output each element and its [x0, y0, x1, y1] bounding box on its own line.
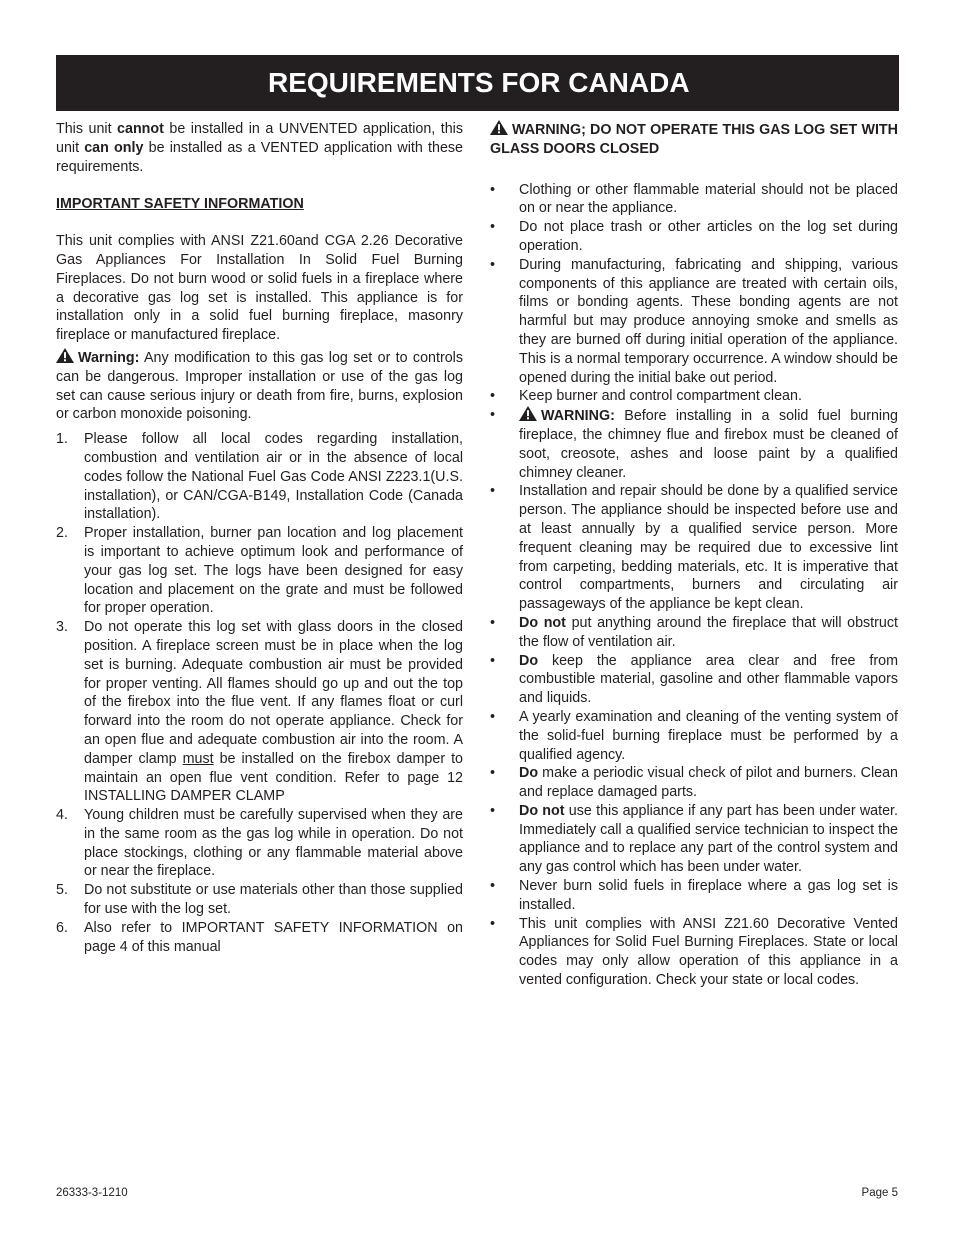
bullet-item: [490, 764, 898, 802]
bullet-text: During manufacturing, fabricating and shipping, various components of this appliance are treated with certain oils, films or bonding agents. These bonding agents are not harmful but may produce annoying smoke and smells as they are burned off during initial operation of the appliance. This is a normal temporary occurrence. A window should be opened during the initial bake out period.: [519, 256, 898, 386]
bullet-text: Never burn solid fuels in fireplace where a gas log set is installed.: [519, 878, 898, 913]
numbered-item: [56, 524, 463, 618]
bullet-item: [490, 406, 898, 482]
bullet-mark: •: [490, 802, 496, 819]
item-text: Also refer to IMPORTANT SAFETY INFORMATION on page 4 of this manual: [84, 919, 463, 955]
underlined-must: must: [182, 750, 214, 767]
bullet-mark: •: [490, 708, 496, 725]
item-text-continued: be installed on the firebox damper to maintain an open flue vent condition. Refer to page 12 INSTALLING DAMPER CLAMP: [84, 750, 464, 805]
intro-bold-can-only: can only: [84, 139, 144, 156]
bullet-item: [490, 218, 898, 256]
bullet-mark: •: [490, 407, 496, 424]
compliance-paragraph: This unit complies with ANSI Z21.60and CGA 2.26 Decorative Gas Appliances For Installation In Solid Fuel Burning Fireplaces. Do not burn wood or solid fuels in a fireplace where a decorative gas log set is installed. This appliance is for installation only in a solid fuel burning fireplace, masonry fireplace or manufactured fireplace.: [56, 233, 463, 344]
bullet-mark: •: [490, 878, 496, 895]
right-column: [490, 120, 898, 990]
page-title-banner: [56, 55, 899, 111]
bullet-mark: •: [490, 614, 496, 631]
bullet-mark: •: [490, 256, 496, 273]
bullet-bold: Do not: [519, 614, 566, 631]
numbered-item: [56, 618, 463, 806]
warning-text: Any modification to this gas log set or to controls can be dangerous. Improper installation or use of the gas log set can cause serious injury or death from fire, burns, explosion or carbon monoxide poisoning.: [56, 349, 463, 423]
bullet-mark: •: [490, 181, 496, 198]
intro-bold-cannot: cannot: [117, 121, 164, 137]
bullet-mark: •: [490, 915, 496, 932]
glass-warning-text: WARNING; DO NOT OPERATE THIS GAS LOG SET WITH GLASS DOORS CLOSED: [490, 122, 898, 157]
bullet-item: [490, 387, 898, 406]
bullet-mark: •: [490, 388, 496, 405]
numbered-item: [56, 430, 463, 524]
item-text: Please follow all local codes regarding installation, combustion and ventilation air or in the absence of local codes follow the National Fuel Gas Code ANSI Z223.1(U.S. installation), or CAN/CGA-B149, Installation Code (Canada installation).: [84, 431, 463, 523]
bullet-text: use this appliance if any part has been under water. Immediately call a qualified service technician to inspect the appliance and to replace any part of the control system and any gas control which has been under water.: [519, 802, 898, 876]
intro-text-3: be installed as a VENTED application with these requirements.: [56, 139, 463, 175]
bullet-mark: •: [490, 219, 496, 236]
bullet-item: [490, 802, 898, 877]
bullet-bold: Do: [519, 652, 539, 669]
item-number: 5.: [56, 882, 68, 899]
item-number: 4.: [56, 807, 68, 824]
left-column: [56, 120, 463, 956]
item-text: Do not operate this log set with glass doors in the closed position. A fireplace screen must be in place when the log set is burning. Adequate combustion air must be provided for proper venting. All flames should go up and out the top of the firebox into the flue vent. If any flames float or curl forward into the room do not operate appliance. Check for an open flue and adequate combustion air into the room. A damper clamp: [84, 619, 463, 767]
numbered-item: [56, 806, 463, 881]
bullet-bold: WARNING:: [541, 408, 615, 425]
item-number: 6.: [56, 919, 68, 936]
bullet-item: [490, 652, 898, 708]
modification-warning: [56, 348, 463, 424]
numbered-item: [56, 881, 463, 919]
bullet-item: [490, 915, 898, 990]
bullet-item: [490, 181, 898, 219]
bullet-bold: Do not: [519, 802, 565, 819]
page-title: REQUIREMENTS FOR CANADA: [268, 67, 690, 98]
bullet-text: This unit complies with ANSI Z21.60 Decorative Vented Appliances for Solid Fuel Burning Fireplaces. State or local codes may only allow operation of this appliance in a vented configuration. Check your state or local codes.: [519, 915, 898, 989]
bullet-item: [490, 708, 898, 764]
intro-text-2: be installed in a UNVENTED application, this unit: [56, 121, 463, 156]
bullet-mark: •: [490, 765, 496, 782]
bullet-item: [490, 482, 898, 614]
warning-label: Warning:: [78, 349, 140, 366]
bullet-text: put anything around the fireplace that will obstruct the flow of ventilation air.: [519, 614, 898, 650]
item-number: 3.: [56, 619, 68, 636]
bullet-text: Clothing or other flammable material should not be placed on or near the appliance.: [519, 181, 898, 217]
bullet-text: make a periodic visual check of pilot and burners. Clean and replace damaged parts.: [519, 765, 898, 801]
warning-triangle-icon: [56, 348, 74, 363]
intro-text-1: This unit: [56, 121, 118, 137]
bullet-text: Installation and repair should be done by a qualified service person. The appliance should be inspected before use and at least annually by a qualified service person. More frequent cleaning may be required due to excessive lint from carpeting, bedding materials, etc. It is imperative that control compartments, burners and circulating air passageways of the appliance be kept clean.: [519, 483, 898, 613]
item-number: 1.: [56, 431, 68, 448]
bullet-bold: Do: [519, 765, 539, 782]
bullet-text: keep the appliance area clear and free from combustible material, gasoline and other flammable vapors and liquids.: [519, 652, 898, 707]
item-text: Young children must be carefully supervised when they are in the same room as the gas log while in operation. Do not place stockings, clothing or any flammable material above or near the fireplace.: [84, 807, 463, 880]
footer-doc-number: 26333-3-1210: [56, 1187, 128, 1199]
bullet-mark: •: [490, 652, 496, 669]
bullet-item: [490, 877, 898, 915]
item-number: 2.: [56, 525, 68, 542]
bullet-text: Do not place trash or other articles on the log set during operation.: [519, 219, 898, 254]
bullet-text: Before installing in a solid fuel burning fireplace, the chimney flue and firebox must be cleaned of soot, creosote, ashes and loose paint by a qualified chimney cleaner.: [519, 408, 898, 481]
item-text: Proper installation, burner pan location and log placement is important to achieve optimum look and performance of your gas log set. The logs have been designed for easy location and placement on the grate and must be followed for proper operation.: [84, 525, 463, 617]
warning-triangle-icon: [490, 120, 508, 135]
item-text: Do not substitute or use materials other than those supplied for use with the log set.: [84, 882, 463, 918]
intro-paragraph: [56, 120, 463, 176]
bullet-text: A yearly examination and cleaning of the venting system of the solid-fuel burning fireplace must be performed by a qualified agency.: [519, 708, 898, 763]
warning-triangle-icon: [519, 406, 537, 421]
numbered-item: [56, 919, 463, 957]
bullet-item: [490, 614, 898, 652]
glass-doors-warning: [490, 120, 898, 159]
bullet-item: [490, 256, 898, 388]
bullet-text: Keep burner and control compartment clean.: [519, 388, 802, 405]
footer-page-number: Page 5: [861, 1187, 898, 1199]
safety-heading: IMPORTANT SAFETY INFORMATION: [56, 196, 304, 213]
bullet-mark: •: [490, 483, 496, 500]
